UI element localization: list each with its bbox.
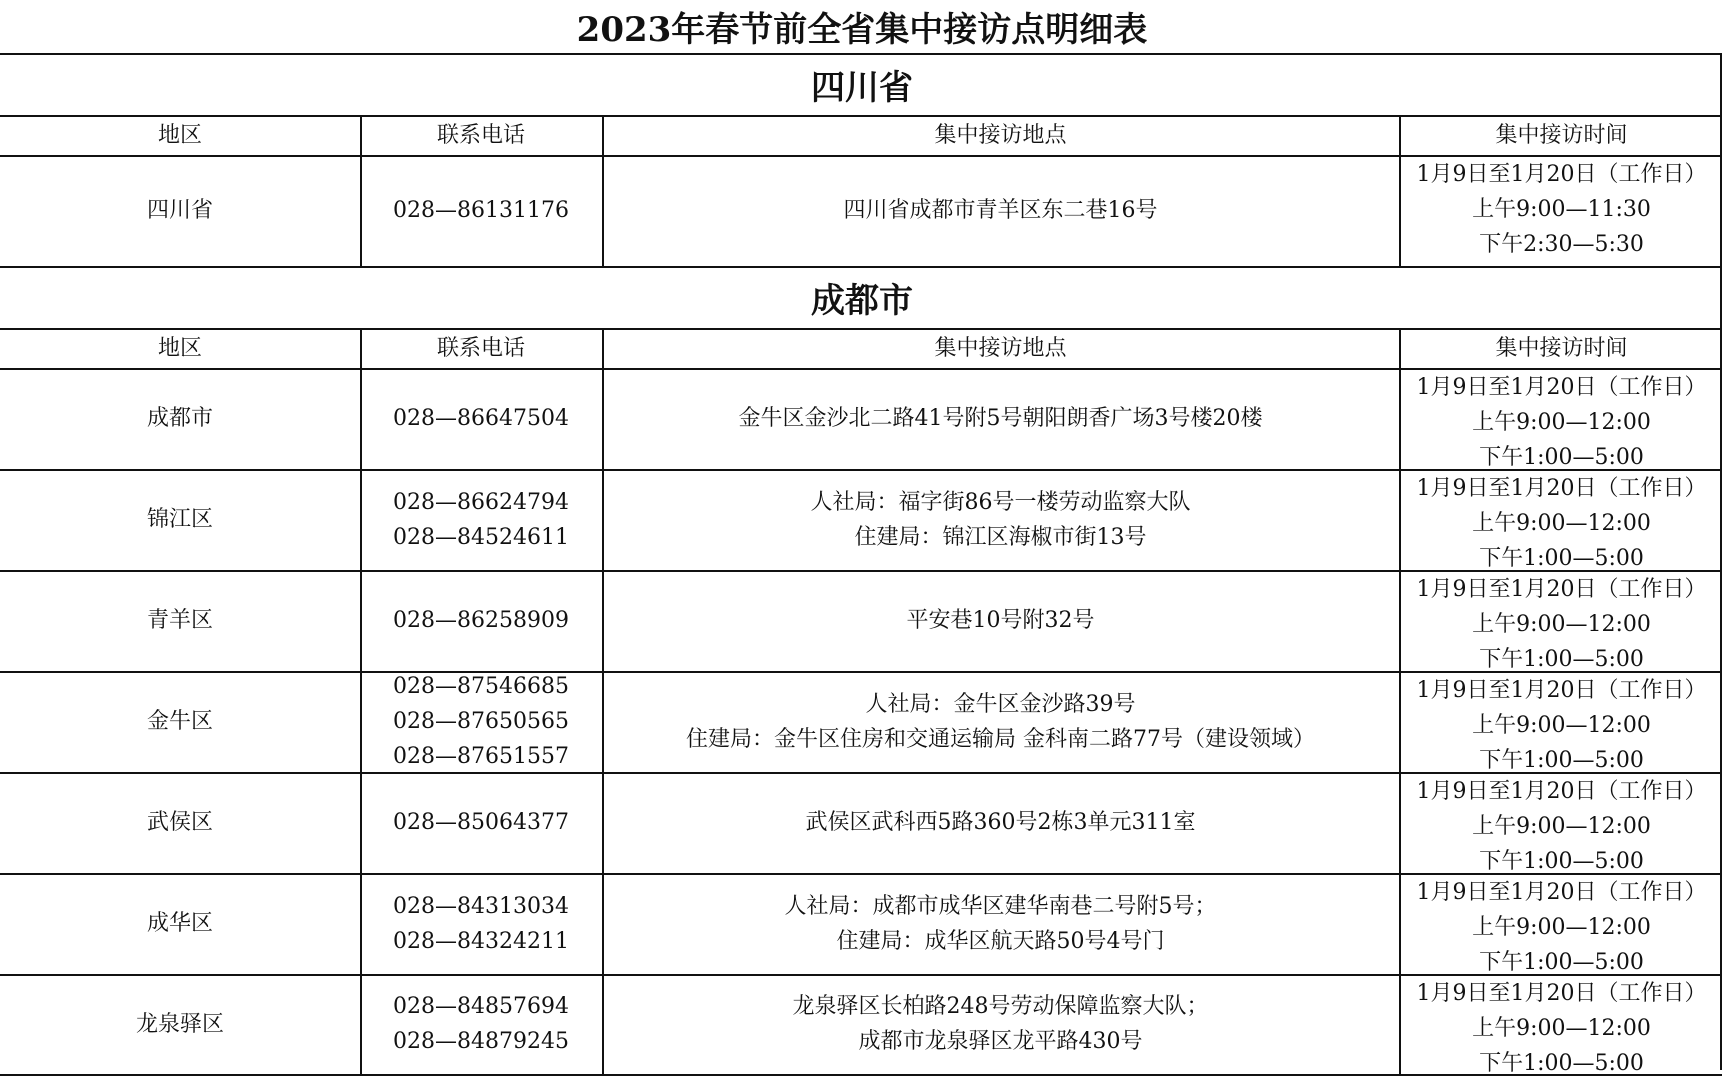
section-title: 四川省 [811,67,913,108]
header-region [0,115,360,155]
time-line: 下午1:00—5:00 [1479,849,1644,873]
table-rule [602,328,604,1074]
phone-number: 028—84313034 [393,893,569,919]
phone-cell [360,469,602,570]
table-rule [1399,328,1401,1074]
address-line: 四川省成都市青羊区东二巷16号 [843,198,1158,223]
region-name: 龙泉驿区 [135,1011,224,1037]
address-line: 住建局：金牛区住房和交通运输局 金科南二路77号（建设领域） [686,726,1315,752]
address-line: 人社局：金牛区金沙路39号 [865,691,1136,717]
address-cell [602,368,1399,469]
address-line: 平安巷10号附32号 [906,608,1095,633]
time-cell [1399,157,1724,266]
time-line: 1月9日至1月20日（工作日） [1416,981,1707,1006]
region-name: 武侯区 [146,810,213,835]
time-line: 1月9日至1月20日（工作日） [1416,375,1707,400]
phone-number: 028—84857694 [393,994,569,1019]
table-rule [602,115,604,266]
time-line: 1月9日至1月20日（工作日） [1416,779,1707,804]
address-line: 成都市龙泉驿区龙平路430号 [858,1029,1143,1054]
region-cell [0,873,360,974]
header-time [1399,328,1724,368]
phone-cell [360,873,602,974]
region-cell [0,974,360,1074]
time-line: 上午9:00—12:00 [1472,713,1651,738]
time-line: 上午9:00—12:00 [1472,511,1651,536]
phone-number: 028—84324211 [393,928,569,954]
time-line: 1月9日至1月20日（工作日） [1416,678,1707,703]
time-cell [1399,471,1724,570]
region-name: 金牛区 [146,709,213,734]
time-line: 上午9:00—12:00 [1472,814,1651,839]
phone-cell [360,772,602,873]
region-name: 青羊区 [146,608,213,633]
time-line: 下午1:00—5:00 [1479,647,1644,671]
phone-number: 028—87650565 [393,709,569,734]
phone-cell [360,570,602,671]
region-cell [0,155,360,266]
phone-cell [360,155,602,266]
phone-number: 028—86624794 [393,489,569,515]
region-cell [0,772,360,873]
region-cell [0,570,360,671]
header-region-label: 地区 [157,122,202,148]
time-cell [1399,370,1724,469]
region-name: 成华区 [146,911,213,936]
phone-cell [360,368,602,469]
time-line: 上午9:00—11:30 [1472,197,1651,222]
region-cell [0,671,360,772]
time-line: 上午9:00—12:00 [1472,915,1651,940]
address-line: 人社局：福字街86号一楼劳动监察大队 [810,489,1191,515]
header-phone [360,115,602,155]
header-address-label: 集中接访地点 [934,335,1067,361]
time-line: 下午2:30—5:30 [1479,232,1644,257]
time-line: 下午1:00—5:00 [1479,546,1644,570]
address-line: 龙泉驿区长柏路248号劳动保障监察大队； [792,994,1209,1019]
phone-number: 028—86258909 [393,608,569,633]
phone-number: 028—85064377 [393,810,569,835]
header-time-label: 集中接访时间 [1495,122,1628,148]
time-line: 上午9:00—12:00 [1472,410,1651,435]
address-cell [602,974,1399,1074]
time-line: 下午1:00—5:00 [1479,1051,1644,1074]
address-line: 人社局：成都市成华区建华南巷二号附5号； [784,893,1217,919]
header-time-label: 集中接访时间 [1495,335,1628,361]
table-rule [360,328,362,1074]
address-cell [602,469,1399,570]
address-line: 武侯区武科西5路360号2栋3单元311室 [805,810,1196,835]
region-name: 锦江区 [146,507,213,532]
table-title: 2023年春节前全省集中接访点明细表 [576,10,1148,50]
address-cell [602,155,1399,266]
header-address [602,115,1399,155]
phone-number: 028—86131176 [393,198,569,223]
phone-number: 028—84879245 [393,1029,569,1054]
header-time [1399,115,1724,155]
address-cell [602,671,1399,772]
address-cell [602,570,1399,671]
address-cell [602,772,1399,873]
region-cell [0,368,360,469]
time-cell [1399,976,1724,1074]
time-line: 1月9日至1月20日（工作日） [1416,162,1707,187]
time-cell [1399,673,1724,772]
address-line: 住建局：锦江区海椒市街13号 [854,524,1147,550]
time-line: 下午1:00—5:00 [1479,445,1644,469]
header-region-label: 地区 [157,335,202,361]
address-cell [602,873,1399,974]
phone-cell [360,671,602,772]
address-line: 住建局：成华区航天路50号4号门 [836,928,1165,954]
time-cell [1399,875,1724,974]
region-cell [0,469,360,570]
table-rule [1720,53,1722,1070]
time-line: 1月9日至1月20日（工作日） [1416,880,1707,905]
address-line: 金牛区金沙北二路41号附5号朝阳朗香广场3号楼20楼 [738,406,1263,431]
time-line: 1月9日至1月20日（工作日） [1416,476,1707,501]
header-address [602,328,1399,368]
table-rule [360,115,362,266]
header-region [0,328,360,368]
time-line: 上午9:00—12:00 [1472,1016,1651,1041]
header-phone [360,328,602,368]
time-line: 下午1:00—5:00 [1479,748,1644,772]
phone-number: 028—87546685 [393,674,569,699]
section-title: 成都市 [811,280,913,321]
time-line: 1月9日至1月20日（工作日） [1416,577,1707,602]
time-cell [1399,774,1724,873]
table-rule [1399,115,1401,266]
phone-number: 028—87651557 [393,744,569,769]
time-line: 上午9:00—12:00 [1472,612,1651,637]
header-phone-label: 联系电话 [436,335,525,361]
phone-cell [360,974,602,1074]
region-name: 四川省 [146,198,213,223]
time-line: 下午1:00—5:00 [1479,950,1644,974]
header-phone-label: 联系电话 [436,122,525,148]
time-cell [1399,572,1724,671]
phone-number: 028—86647504 [393,406,569,431]
region-name: 成都市 [146,406,213,431]
header-address-label: 集中接访地点 [934,122,1067,148]
phone-number: 028—84524611 [393,524,569,550]
